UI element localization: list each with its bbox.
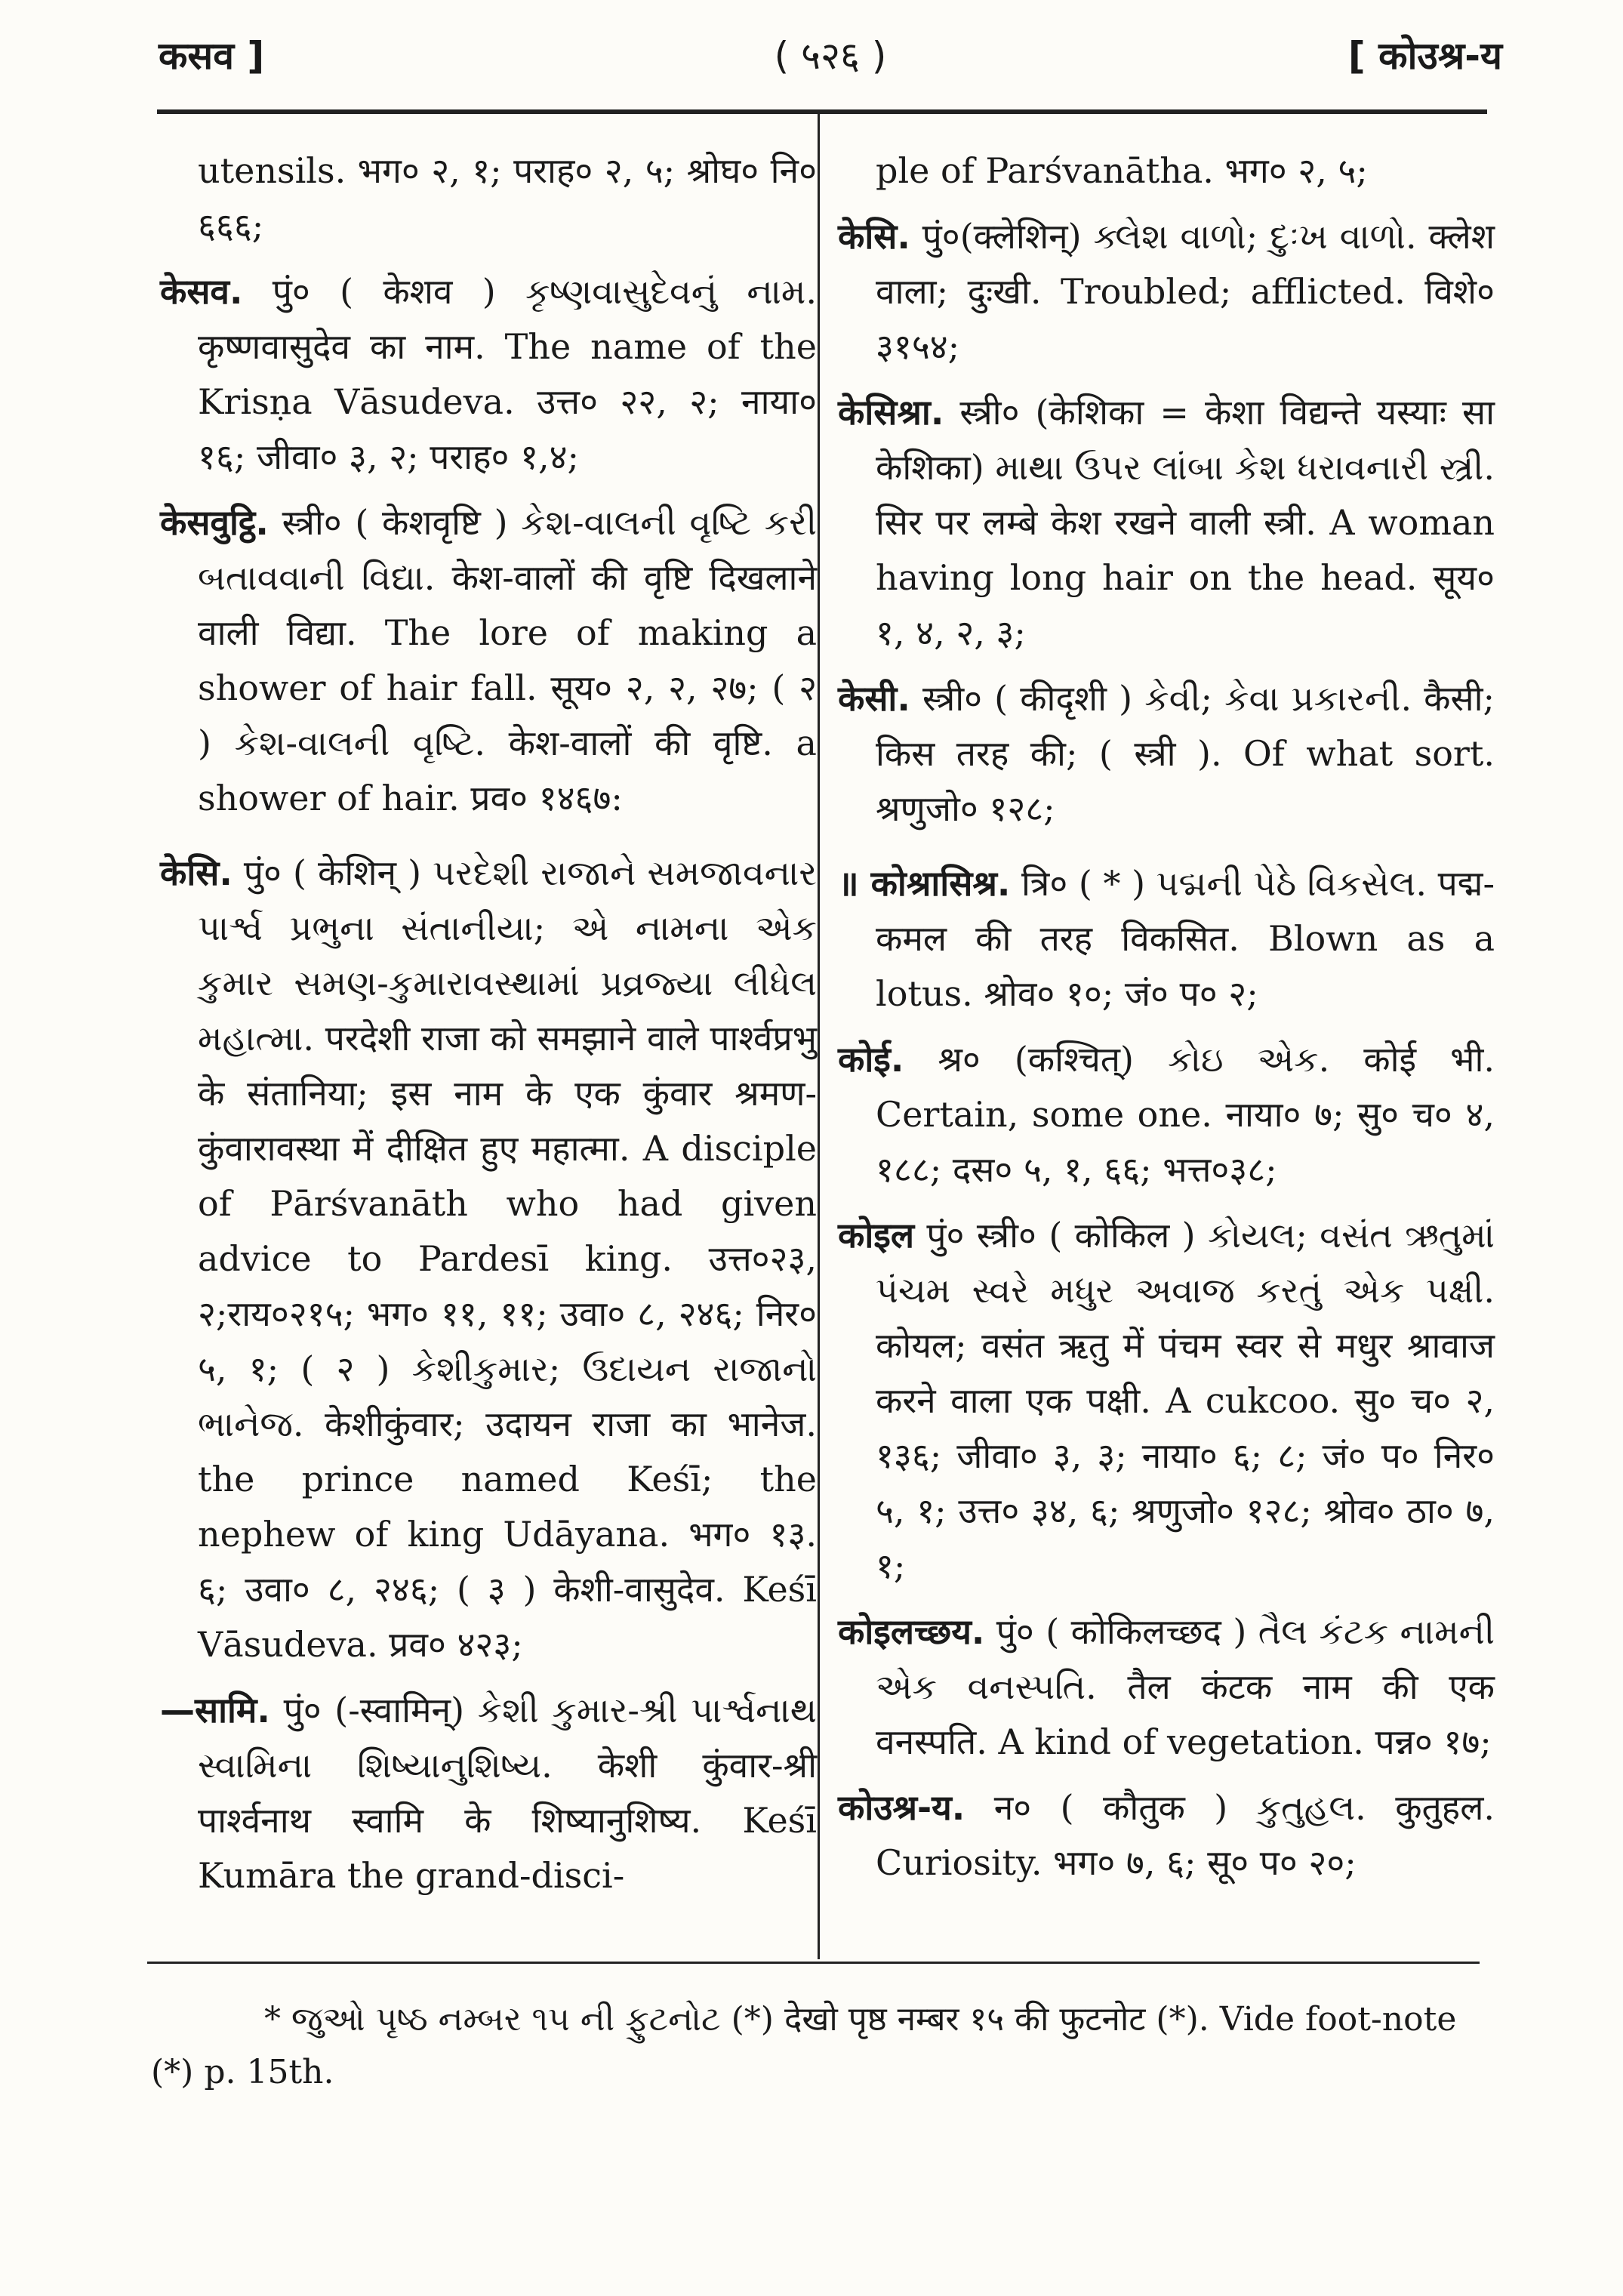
dictionary-entry	[160, 264, 817, 485]
dictionary-entry	[838, 385, 1495, 661]
dictionary-entry	[838, 1780, 1495, 1891]
entry-text: त्रि० ( * ) પદ્મની પેઠે વિકસેલ. पद्म-कमल की तरह विकसित. Blown as a lotus. श्रोव० १०; जं० प० २;	[876, 863, 1495, 1014]
entry-headword: केसि.	[838, 216, 910, 257]
dictionary-entry	[838, 209, 1495, 374]
footer-rule	[147, 1962, 1480, 1964]
entry-text: पुं० ( केशिन् ) પરદેશી રાજાને સમજાવનાર પાર્શ્વ પ્રભુના સંતાનીયા; એ નામના એક કુમાર સમણ-કુમારાવસ્થામાં પ્રવ્રજ્યા લીધેલ મહાત્મા. परदेशी राजा को समझाने वाले पार्श्वप्रभु के संतानिया; इस नाम के एक कुंवार श्रमण-कुंवारावस्था में दीक्षित हुए महात्मा. A disciple of Pārśvanāth who had given advice to Pardesī king. उत्त०२३, २;राय०२१५; भग० ११, ११; उवा० ८, २४६; निर० ५, १; ( २ ) કેશીકુમાર; ઉદાયન રાજાનો ભાનેજ. केशीकुंवार; उदायन राजा का भानेज. the prince named Keśī; the nephew of king Udāyana. भग० १३. ६; उवा० ८, २४६; ( ३ ) केशी-वासुदेव. Keśī Vāsudeva. प्रव० ४२३;	[198, 852, 818, 1665]
dictionary-entry	[838, 1032, 1495, 1197]
dictionary-entry	[838, 143, 1495, 199]
header-rule	[157, 109, 1487, 114]
column-divider	[818, 113, 820, 1959]
entry-text: पुं० (-स्वामिन्) કેશી કુમાર-શ્રી પાર્શ્વનાથ સ્વામિના શિષ્યાનુશિષ્ય. केशी कुंवार-श्री पार्श्वनाथ स्वामि के शिष्यानुशिष्य. Keśī Kumāra the grand-disci-	[198, 1690, 817, 1896]
header-first-word: कसव ]	[159, 34, 265, 78]
entry-headword: ॥ कोश्रासिश्र.	[838, 863, 1011, 904]
dictionary-entry	[838, 1208, 1495, 1594]
dictionary-entry	[160, 495, 817, 826]
entry-text: स्त्री० ( कीदृशी ) કેવી; કેવા પ્રકારની. कैसी; किस तरह की; ( स्त्री ). Of what sort. श्रणुजो० १२८;	[876, 678, 1495, 829]
dictionary-entry	[160, 1683, 817, 1903]
entry-text: पुं० ( कोकिलच्छद ) તૈલ કંટક નામની એક વનસ્પતિ. तैल कंटक नाम की एक वनस्पति. A kind of vegetation. पन्न० १७;	[876, 1611, 1495, 1762]
entry-text: ple of Parśvanātha. भग० २, ५;	[876, 150, 1368, 191]
dictionary-entry	[838, 1604, 1495, 1770]
dictionary-entry	[838, 856, 1495, 1022]
dictionary-entry	[160, 143, 817, 254]
entry-text: श्र० (कश्चित्) કોઇ એક. कोई भी. Certain, some one. नाया० ७; सु० च० ४, १८८; दस० ५, १, ६६; भत्त०३८;	[876, 1039, 1495, 1190]
entry-headword: कोइल	[838, 1215, 915, 1256]
dictionary-entry	[160, 846, 817, 1672]
entry-headword: केसी.	[838, 678, 910, 719]
page-number: ( ५२६ )	[774, 34, 887, 78]
entry-headword: कोई.	[838, 1039, 904, 1080]
entry-text: पुं०(क्लेशिन्) ક્લેશ વાળો; દુઃખ વાળો. क्लेश वाला; दुःखी. Troubled; afflicted. विशे० ३१५४;	[876, 216, 1495, 367]
header-last-word: [ कोउश्र-य	[1347, 34, 1502, 78]
entry-headword: केसि.	[160, 852, 233, 893]
entry-text: स्त्री० (केशिका = केशा विद्यन्ते यस्याः सा केशिका) માથા ઉપર લાંબા કેશ ધરાવનારી સ્ત્રી. सिर पर लम्बे केश रखने वाली स्त्री. A woman having long hair on the head. सूय० १, ४, २, ३;	[876, 392, 1495, 653]
entry-text: न० ( कौतुक ) કુતુહલ. कुतुहल. Curiosity. भग० ७, ६; सू० प० २०;	[876, 1787, 1495, 1883]
entry-headword: कोइलच्छय.	[838, 1611, 985, 1652]
entry-text: पुं० स्त्री० ( कोकिल ) કોયલ; વસંત ઋતુમાં પંચમ સ્વરે મધુર અવાજ કરતું એક પક્ષી. कोयल; वसंत ऋतु में पंचम स्वर से मधुर श्रावाज करने वाला एक पक्षी. A cukcoo. सु० च० २, १३६; जीवा० ३, ३; नाया० ६; ८; जं० प० निर० ५, १; उत्त० ३४, ६; श्रणुजो० १२८; श्रोव० ठा० ७, १;	[876, 1215, 1495, 1586]
entry-headword: केसिश्रा.	[838, 392, 944, 433]
entry-headword: केसव.	[160, 271, 243, 312]
entry-text: utensils. भग० २, १; पराह० २, ५; श्रोघ० नि० ६६६;	[198, 150, 817, 246]
right-column	[838, 143, 1495, 1901]
entry-headword: केसवुट्ठि.	[160, 502, 269, 543]
footnote: * જુઓ પૃષ્ઠ નમ્બર ૧૫ ની ફુટનોટ (*) देखो पृष्ठ नम्बर १५ की फुटनोट (*). Vide foot-note (*) p. 15th.	[151, 2000, 1457, 2091]
entry-text: स्त्री० ( केशवृष्टि ) કેશ-વાલની વૃષ્ટિ કરી બતાવવાની વિદ્યા. केश-वालों की वृष्टि दिखलाने वाली विद्या. The lore of making a shower of hair fall. सूय० २, २, २७; ( २ ) કેશ-વાલની વૃષ્ટિ. केश-वालों की वृष्टि. a shower of hair. प्रव० १४६७:	[198, 502, 818, 818]
page-header	[159, 21, 1502, 89]
left-column	[160, 143, 817, 1914]
dictionary-entry	[838, 671, 1495, 837]
entry-headword: कोउश्र-य.	[838, 1787, 965, 1828]
entry-headword: —सामि.	[160, 1690, 270, 1730]
entry-text: पुं० ( केशव ) કૃષ્ણવાસુદેવનું નામ. कृष्णवासुदेव का नाम. The name of the Krisṇa Vāsudeva. उत्त० २२, २; नाया० १६; जीवा० ३, २; पराह० १,४;	[198, 271, 817, 477]
